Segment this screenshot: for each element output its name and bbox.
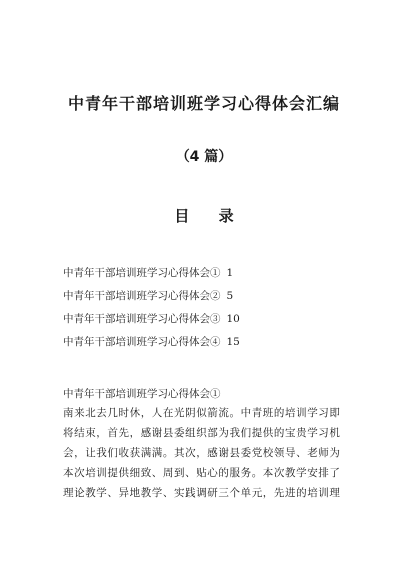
body-line: 将结束，首先，感谢县委组织部为我们提供的宝贵学习机: [63, 427, 341, 439]
body-line: 南来北去几时休，人在光阴似箭流。中青班的培训学习即: [63, 407, 341, 419]
toc-entry-label: 中青年干部培训班学习心得体会①: [63, 267, 221, 279]
body-line: 本次培训提供细致、周到、贴心的服务。本次教学安排了: [63, 467, 341, 479]
body-paragraph: [63, 403, 349, 503]
toc-entry-page: 1: [226, 267, 234, 279]
document-title: 中青年干部培训班学习心得体会汇编: [67, 94, 340, 113]
toc-entry[interactable]: [63, 308, 240, 331]
table-of-contents: [63, 262, 240, 354]
document-subtitle: （4 篇）: [175, 149, 233, 165]
toc-entry[interactable]: [63, 262, 240, 285]
toc-entry-label: 中青年干部培训班学习心得体会②: [63, 290, 221, 302]
toc-heading: 目 录: [174, 207, 246, 225]
toc-entry-page: 5: [226, 290, 234, 302]
toc-entry-page: 15: [226, 336, 240, 348]
toc-entry[interactable]: [63, 285, 240, 308]
section-heading: 中青年干部培训班学习心得体会①: [63, 388, 221, 400]
toc-entry[interactable]: [63, 331, 240, 354]
body-line: 理论教学、异地教学、实践调研三个单元，先进的培训理: [63, 487, 341, 499]
toc-entry-label: 中青年干部培训班学习心得体会④: [63, 336, 221, 348]
toc-entry-page: 10: [226, 313, 240, 325]
body-line: 会，让我们收获满满。其次，感谢县委党校领导、老师为: [63, 447, 341, 459]
toc-entry-label: 中青年干部培训班学习心得体会③: [63, 313, 221, 325]
